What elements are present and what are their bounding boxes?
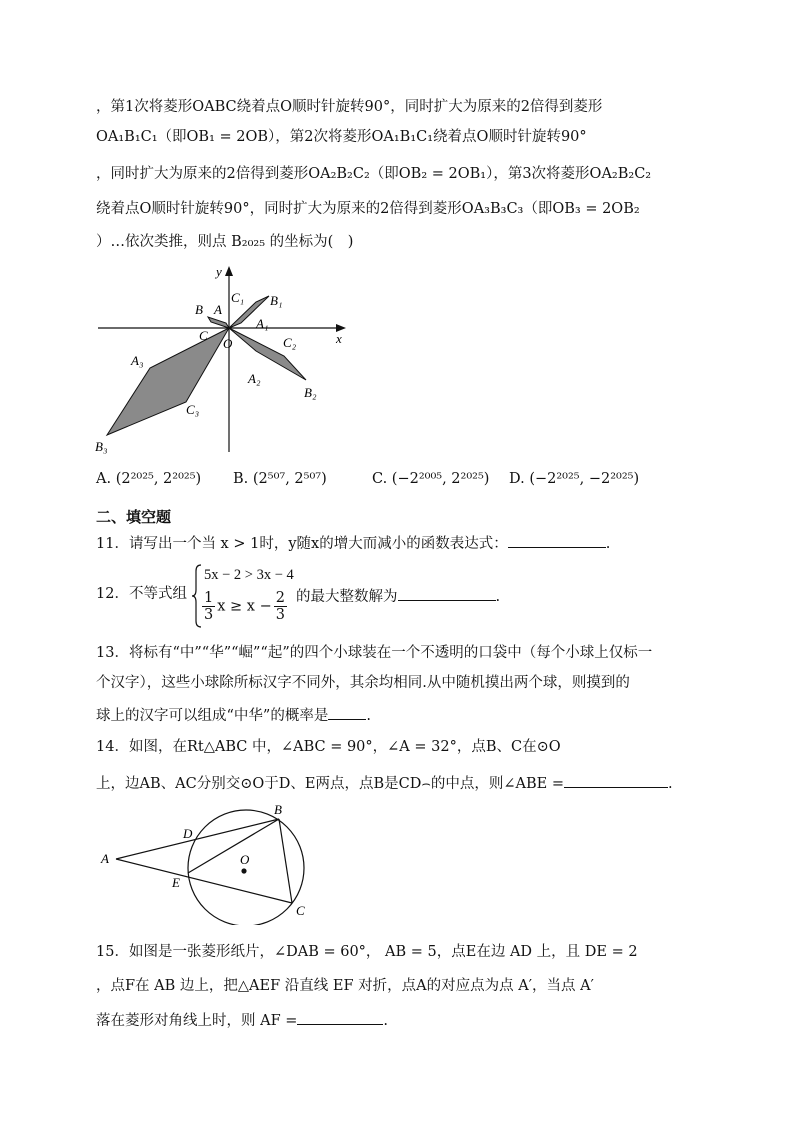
q10-option-d[interactable]: D. (−2²⁰²⁵, −2²⁰²⁵) [509, 471, 640, 487]
q10-option-c[interactable]: C. (−2²⁰⁰⁵, 2²⁰²⁵) [372, 471, 490, 487]
q10-line-3: ，同时扩大为原来的2倍得到菱形OA₂B₂C₂（即OB₂ = 2OB₁），第3次将菱形OA₂B₂C₂ [96, 166, 652, 182]
q12-suffix: 的最大整数解为 . [296, 584, 500, 607]
q15-answer-blank[interactable] [297, 1008, 383, 1025]
q10-option-b[interactable]: B. (2⁵⁰⁷, 2⁵⁰⁷) [233, 471, 327, 487]
label-A1: A₁ [256, 316, 269, 331]
label-B1: B₁ [270, 293, 283, 308]
label-A2: A₂ [248, 371, 261, 386]
q11-text: 11．请写出一个当 x > 1时，y随x的增大而减小的函数表达式： . [96, 531, 610, 554]
rhombus-oabc [208, 317, 229, 328]
q13-answer-blank[interactable] [328, 703, 366, 720]
label-B2: B₂ [304, 385, 317, 400]
q15-line-3: 落在菱形对角线上时，则 AF = . [96, 1008, 388, 1031]
label-B: B [274, 802, 282, 817]
q12-inequality-1: 5x − 2 > 3x − 4 [204, 567, 294, 583]
label-C1: C₁ [231, 290, 245, 305]
label-A: A [101, 851, 109, 866]
q15-line-2: ，点F在 AB 边上，把△AEF 沿直线 EF 对折，点A的对应点为点 A′，当点 A′ [96, 978, 594, 994]
q11-answer-blank[interactable] [508, 531, 606, 548]
label-C: C [199, 328, 208, 343]
label-O: O [223, 336, 233, 351]
label-C3: C₃ [186, 402, 200, 417]
q10-line-5: ）…依次类推，则点 B₂₀₂₅ 的坐标为( ) [96, 234, 354, 250]
q10-line-4: 绕着点O顺时针旋转90°，同时扩大为原来的2倍得到菱形OA₃B₃C₃（即OB₃ = 2OB₂ [96, 201, 640, 217]
q13-line-2: 个汉字），这些小球除所标汉字不同外，其余均相同.从中随机摸出两个球，则摸到的 [96, 675, 630, 691]
q15-line-1: 15．如图是一张菱形纸片，∠DAB = 60°， AB = 5，点E在边 AD 上，且 DE = 2 [96, 944, 638, 960]
q10-option-a[interactable]: A. (2²⁰²⁵, 2²⁰²⁵) [96, 471, 202, 487]
circle-triangle-figure [96, 800, 326, 925]
q12-answer-blank[interactable] [398, 584, 496, 601]
label-O: O [240, 852, 250, 867]
label-A3: A₃ [131, 353, 144, 368]
q14-answer-blank[interactable] [564, 771, 668, 788]
q14-line-1: 14．如图，在Rt△ABC 中，∠ABC = 90°，∠A = 32°，点B、C在⊙O [96, 739, 561, 755]
label-B: B [195, 302, 203, 317]
q10-line-1: ，第1次将菱形OABC绕着点O顺时针旋转90°，同时扩大为原来的2倍得到菱形 [96, 99, 603, 115]
q10-line-2: OA₁B₁C₁（即OB₁ = 2OB），第2次将菱形OA₁B₁C₁绕着点O顺时针旋转90° [96, 129, 587, 145]
label-E: E [172, 875, 180, 890]
q14-line-2: 上，边AB、AC分别交⊙O于D、E两点，点B是CD⌢的中点，则∠ABE = . [96, 771, 673, 794]
label-C2: C₂ [283, 335, 297, 350]
label-D: D [183, 826, 193, 841]
label-x: x [336, 331, 342, 346]
q12-prefix: 12．不等式组 [96, 586, 187, 602]
label-C: C [296, 903, 305, 918]
q13-line-3: 球上的汉字可以组成“中华”的概率是 . [96, 703, 371, 726]
label-y: y [216, 264, 222, 279]
section-heading: 二、填空题 [96, 508, 172, 526]
q12-inequality-2: $\frac{1}{3}$ x ≥ x − $\frac{2}{3}$ [204, 590, 285, 623]
rhombus-oa3b3c3 [107, 328, 229, 435]
rhombus-rotation-figure [90, 262, 360, 457]
q13-line-1: 13．将标有“中”“华”“崛”“起”的四个小球装在一个不透明的口袋中（每个小球上仅标一 [96, 645, 653, 661]
label-B3: B₃ [95, 439, 108, 454]
label-A: A [214, 302, 222, 317]
